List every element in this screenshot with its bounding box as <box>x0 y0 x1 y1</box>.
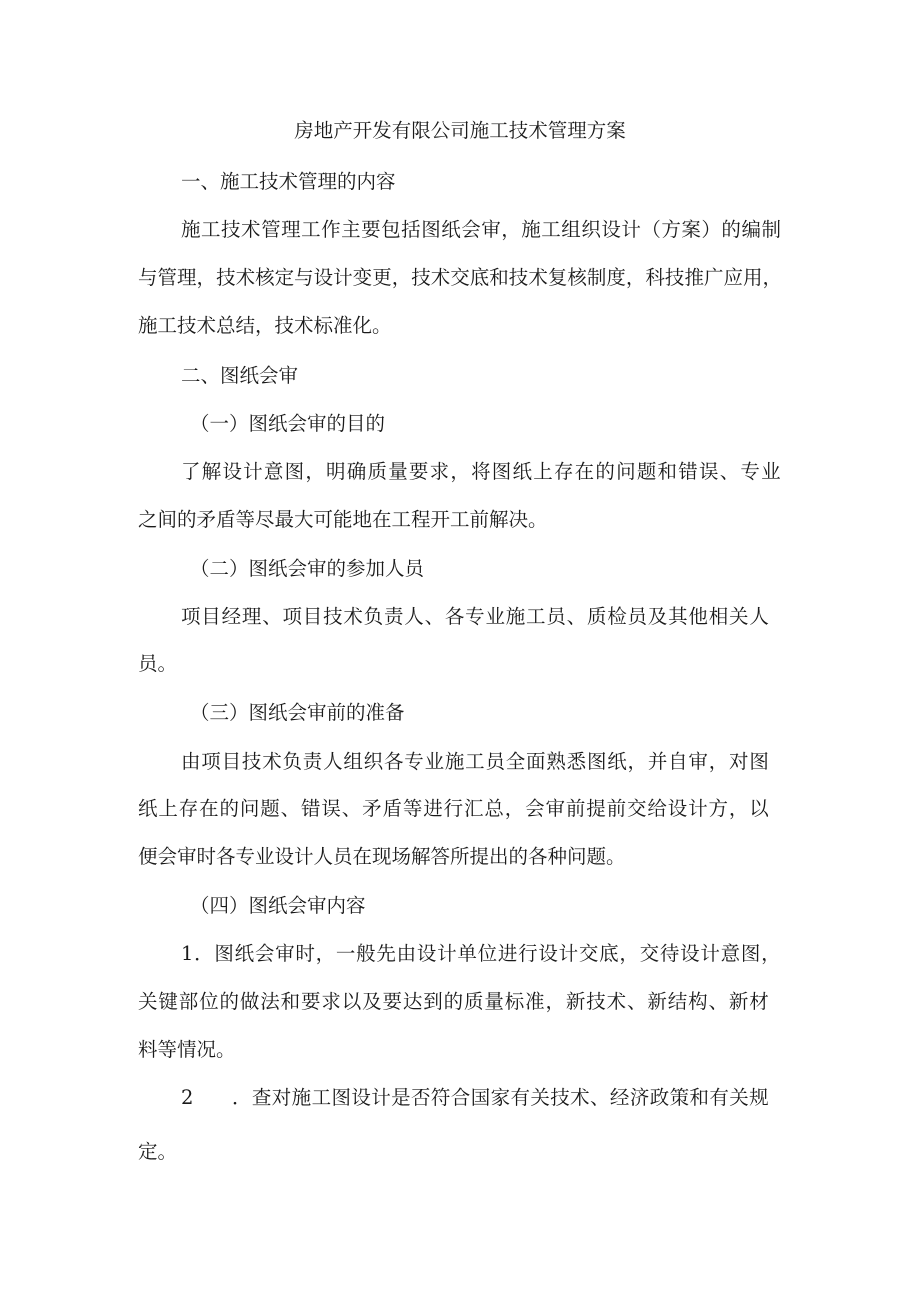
paragraph-line: 关 键 部 位 的 做 法 和 要 求 以 及 要 达 到 的 质 量 标 准 ， 新 技 术 、 新 结 构 、 新 材 <box>138 990 769 1013</box>
page-title: 房地产开发有限公司施工技术管理方案 <box>294 119 626 142</box>
paragraph-line: 与 管 理 ， 技 术 核 定 与 设 计 变 更 ， 技 术 交 底 和 技 术 复 核 制 度 ， 科 技 推 广 应 用 ， <box>138 266 783 289</box>
paragraph-line: 员。 <box>138 652 178 675</box>
list-item-number: 2 <box>181 1086 194 1109</box>
paragraph-line: 便会审时各专业设计人员在现场解答所提出的各种问题。 <box>138 845 626 868</box>
section-heading-2: 二、图纸会审 <box>181 364 299 387</box>
paragraph-line: 施工技术总结，技术标准化。 <box>138 314 392 337</box>
paragraph-line: 纸 上 存 在 的 问 题 、 错 误 、 矛 盾 等 进 行 汇 总 ， 会 审 前 提 前 交 给 设 计 方 ， 以 <box>138 797 769 820</box>
paragraph-line: 料等情况。 <box>138 1038 236 1061</box>
paragraph-line: 定。 <box>138 1140 178 1163</box>
list-item-line: 1 ． 图 纸 会 审 时 ， 一 般 先 由 设 计 单 位 进 行 设 计 交 底 ， 交 待 设 计 意 图 ， <box>181 942 781 965</box>
list-item-line: ． 查 对 施 工 图 设 计 是 否 符 合 国 家 有 关 技 术 、 经 济 政 策 和 有 关 规 <box>232 1086 769 1109</box>
section-heading-1: 一、施工技术管理的内容 <box>181 170 396 193</box>
paragraph-line: 项 目 经 理 、 项 目 技 术 负 责 人 、 各 专 业 施 工 员 、 质 检 员 及 其 他 相 关 人 <box>181 605 769 628</box>
subsection-heading-2: （二）图纸会审的参加人员 <box>190 557 425 580</box>
paragraph-line: 之间的矛盾等尽最大可能地在工程开工前解决。 <box>138 508 548 531</box>
paragraph-line: 由 项 目 技 术 负 责 人 组 织 各 专 业 施 工 员 全 面 熟 悉 图 纸 ， 并 自 审 ， 对 图 <box>181 750 769 773</box>
subsection-heading-4: （四）图纸会审内容 <box>190 894 366 917</box>
subsection-heading-1: （一）图纸会审的目的 <box>190 412 386 435</box>
paragraph-line: 了 解 设 计 意 图 ， 明 确 质 量 要 求 ， 将 图 纸 上 存 在 的 问 题 和 错 误 、 专 业 <box>181 460 781 483</box>
paragraph-line: 施 工 技 术 管 理 工 作 主 要 包 括 图 纸 会 审 ， 施 工 组 织 设 计 （ 方 案 ） 的 编 制 <box>181 218 781 241</box>
subsection-heading-3: （三）图纸会审前的准备 <box>190 701 405 724</box>
